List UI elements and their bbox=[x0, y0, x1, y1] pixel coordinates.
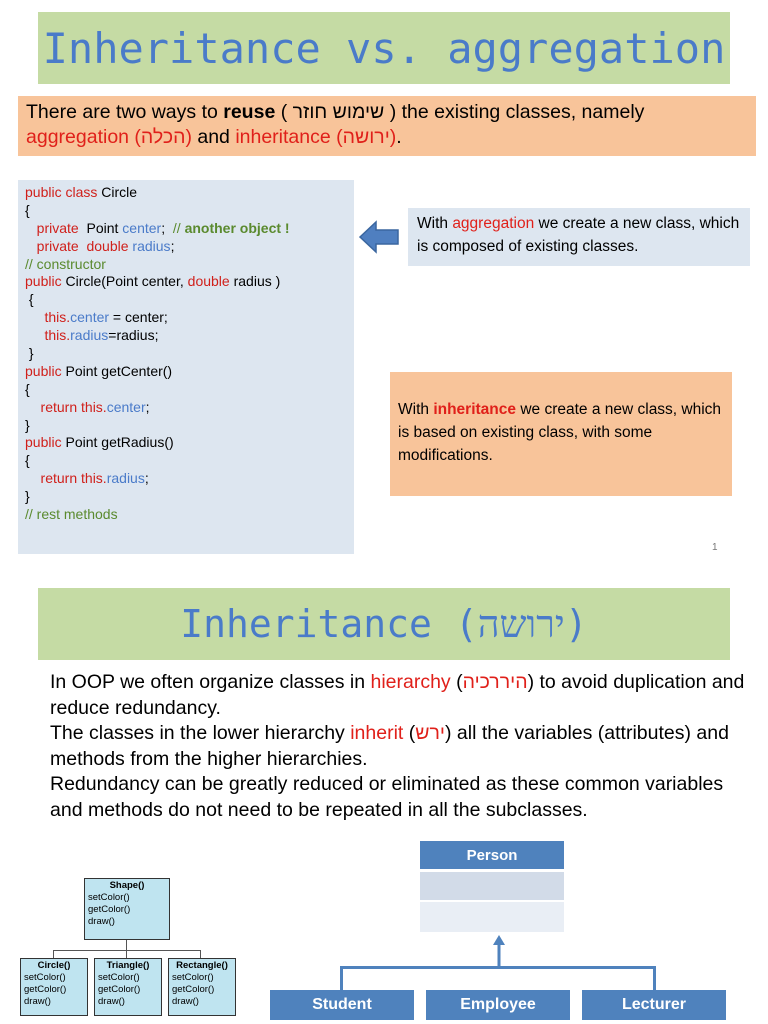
code-keyword: this. bbox=[25, 309, 71, 326]
person-class-row bbox=[420, 872, 564, 900]
class-method: setColor() bbox=[98, 972, 140, 983]
class-method: setColor() bbox=[172, 972, 214, 983]
intro-text: There are two ways to bbox=[26, 101, 224, 123]
code-text: Circle bbox=[97, 184, 138, 200]
class-method: setColor() bbox=[88, 892, 130, 903]
class-method: draw() bbox=[88, 916, 115, 927]
class-method: getColor() bbox=[172, 984, 215, 995]
code-line bbox=[25, 220, 354, 238]
inherit-term-he: ירש bbox=[415, 722, 445, 744]
connector-line bbox=[53, 950, 201, 951]
code-line bbox=[25, 470, 354, 488]
code-line bbox=[25, 434, 354, 452]
shape-class-box bbox=[84, 878, 170, 940]
hierarchy-term: hierarchy bbox=[370, 671, 451, 693]
code-line bbox=[25, 309, 354, 327]
circle-class-box bbox=[20, 958, 88, 1016]
connector-line bbox=[53, 950, 54, 958]
page-number: 1 bbox=[712, 542, 718, 553]
class-method: draw() bbox=[24, 996, 51, 1007]
reuse-word: reuse bbox=[223, 101, 276, 123]
paragraph-redundancy: Redundancy can be greatly reduced or eliminated as these common variables and methods do not need to be repeated in all the subclasses. bbox=[50, 773, 724, 821]
lecturer-class-header: Lecturer bbox=[582, 990, 726, 1020]
code-keyword: public class bbox=[25, 184, 98, 200]
code-line: // constructor bbox=[25, 255, 106, 272]
code-keyword: private bbox=[25, 219, 79, 236]
paragraph-hierarchy bbox=[50, 670, 750, 721]
code-block bbox=[18, 180, 354, 554]
code-line: } bbox=[25, 416, 30, 433]
body-text bbox=[50, 670, 750, 823]
aggregation-box bbox=[408, 208, 750, 266]
paragraph-inherit bbox=[50, 721, 750, 772]
intro-box bbox=[18, 96, 756, 156]
slide1-title: Inheritance vs. aggregation bbox=[38, 12, 730, 84]
code-text: ; bbox=[161, 219, 173, 236]
code-field: center bbox=[106, 398, 146, 415]
code-text: ; bbox=[144, 470, 149, 487]
p2-text-2: ( bbox=[403, 722, 416, 744]
code-comment: // bbox=[172, 219, 185, 236]
class-name: Circle() bbox=[37, 960, 71, 971]
rectangle-class-box bbox=[168, 958, 236, 1016]
person-hierarchy-diagram bbox=[270, 840, 730, 1024]
class-method: setColor() bbox=[24, 972, 66, 983]
code-keyword: private bbox=[25, 237, 79, 254]
code-line: } bbox=[25, 488, 30, 505]
p2-text: The classes in the lower hierarchy bbox=[50, 722, 351, 744]
code-line bbox=[25, 363, 354, 381]
code-line bbox=[25, 184, 354, 202]
person-class-row bbox=[420, 902, 564, 932]
up-arrow-icon bbox=[492, 934, 506, 968]
code-text: Point getRadius() bbox=[61, 434, 174, 451]
inheritance-box-text-2: we create a new class, which is based on existing class, with some modifications. bbox=[398, 401, 722, 464]
inheritance-box bbox=[390, 372, 732, 496]
code-keyword: double bbox=[86, 237, 129, 254]
class-name: Triangle() bbox=[106, 960, 150, 971]
code-line: { bbox=[25, 452, 30, 469]
code-text: = center; bbox=[109, 309, 168, 326]
p2-text-3: ) all the variables (attributes) and methods from the higher hierarchies. bbox=[50, 722, 729, 770]
code-keyword: public bbox=[25, 434, 62, 451]
person-class-header: Person bbox=[420, 841, 564, 869]
code-keyword: this. bbox=[25, 327, 71, 344]
code-text: ; bbox=[170, 237, 175, 254]
employee-class-header: Employee bbox=[426, 990, 570, 1020]
hierarchy-term-he: היררכיה bbox=[462, 671, 528, 693]
p1-text-2: ( bbox=[450, 671, 463, 693]
aggregation-word: aggregation bbox=[452, 215, 535, 232]
connector-line bbox=[200, 950, 201, 958]
code-field: center bbox=[70, 309, 110, 326]
class-method: getColor() bbox=[88, 904, 131, 915]
code-text: Circle(Point center, bbox=[61, 273, 188, 290]
left-arrow-icon bbox=[358, 219, 400, 255]
code-field: radius bbox=[132, 237, 171, 254]
inheritance-word: inheritance bbox=[433, 401, 517, 418]
connector-line bbox=[126, 950, 127, 958]
code-keyword: public bbox=[25, 273, 62, 290]
intro-text-4: . bbox=[396, 126, 402, 148]
shape-hierarchy-diagram bbox=[10, 870, 238, 1020]
code-line bbox=[25, 238, 354, 256]
class-name: Shape() bbox=[109, 880, 145, 891]
code-keyword: double bbox=[187, 273, 230, 290]
code-text: ; bbox=[145, 398, 150, 415]
aggregation-term: aggregation (הכלה) bbox=[26, 126, 192, 148]
inherit-term: inherit bbox=[350, 722, 404, 744]
code-keyword: public bbox=[25, 362, 62, 379]
connector-line bbox=[340, 966, 656, 969]
code-field: radius bbox=[106, 470, 145, 487]
code-text: Point bbox=[78, 219, 123, 236]
class-method: getColor() bbox=[98, 984, 141, 995]
class-method: draw() bbox=[172, 996, 199, 1007]
code-line: { bbox=[25, 201, 30, 218]
code-text: =radius; bbox=[108, 327, 159, 344]
inheritance-term: inheritance (ירושה) bbox=[235, 126, 397, 148]
code-field: radius bbox=[70, 327, 109, 344]
class-method: draw() bbox=[98, 996, 125, 1007]
slide2-title: Inheritance (ירושה) bbox=[38, 588, 730, 660]
code-line: // rest methods bbox=[25, 506, 118, 523]
class-name: Rectangle() bbox=[176, 960, 228, 971]
code-line: } bbox=[25, 345, 34, 362]
connector-line bbox=[653, 966, 656, 990]
intro-text-3: and bbox=[191, 126, 236, 148]
code-line: { bbox=[25, 291, 34, 308]
intro-text-2: ( שימוש חוזר ) the existing classes, namely bbox=[275, 101, 645, 123]
code-comment: another object ! bbox=[184, 219, 290, 236]
connector-line bbox=[126, 940, 127, 950]
code-line bbox=[25, 327, 354, 345]
triangle-class-box bbox=[94, 958, 162, 1016]
p1-text-3: ) to avoid duplication and reduce redundancy. bbox=[50, 671, 745, 719]
code-keyword: return this. bbox=[25, 398, 107, 415]
p1-text: In OOP we often organize classes in bbox=[50, 671, 371, 693]
inheritance-box-text: With bbox=[398, 401, 434, 418]
code-text: radius ) bbox=[229, 273, 281, 290]
class-method: getColor() bbox=[24, 984, 67, 995]
aggregation-box-text: With bbox=[417, 215, 453, 232]
student-class-header: Student bbox=[270, 990, 414, 1020]
connector-line bbox=[340, 966, 343, 990]
code-line bbox=[25, 399, 354, 417]
code-text: Point getCenter() bbox=[61, 362, 173, 379]
code-keyword: return this. bbox=[25, 470, 107, 487]
aggregation-box-text-2: we create a new class, which is composed of existing classes. bbox=[417, 215, 740, 255]
code-line: { bbox=[25, 380, 30, 397]
code-field: center bbox=[122, 219, 162, 236]
code-line bbox=[25, 273, 354, 291]
